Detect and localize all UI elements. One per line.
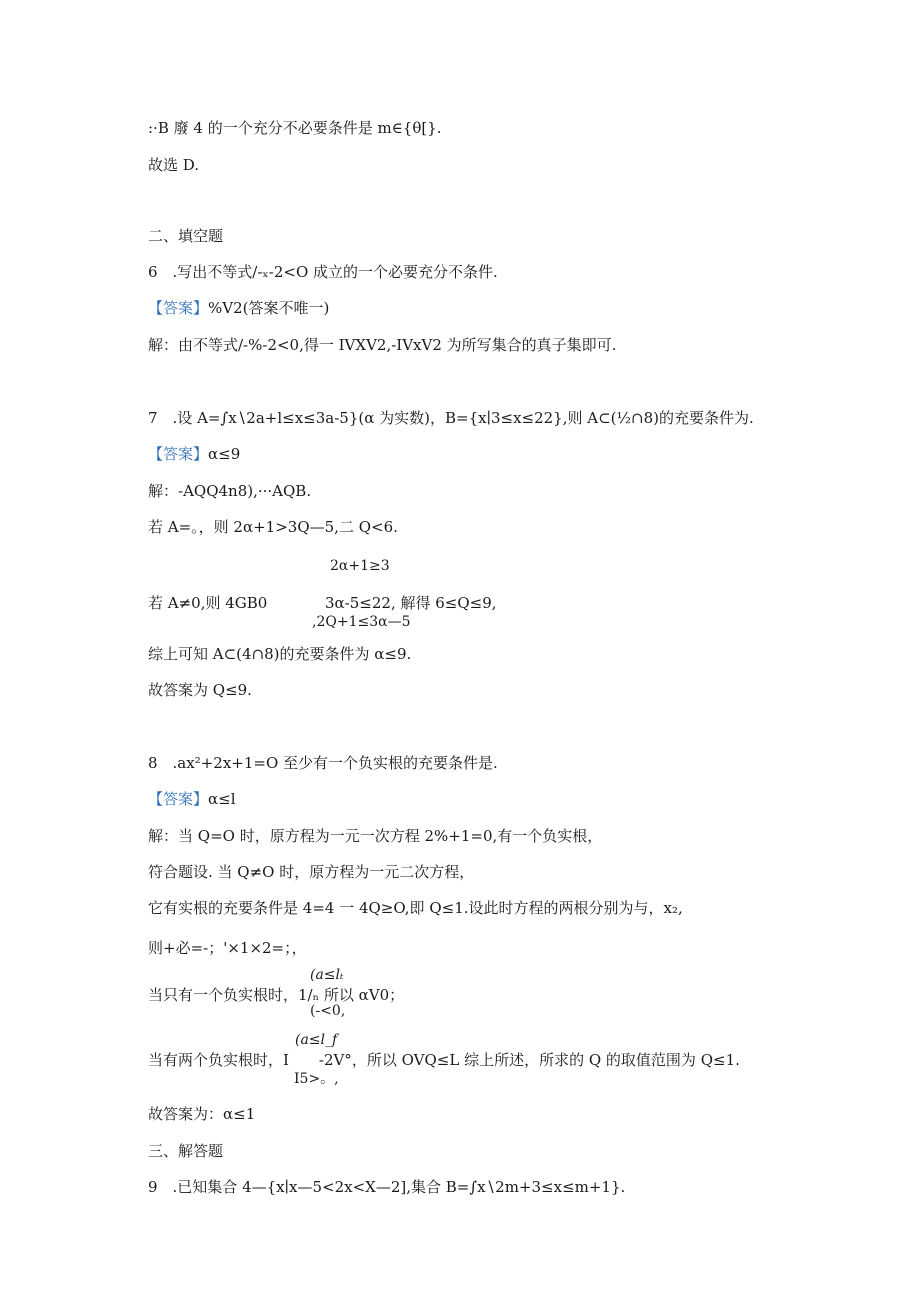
question-8: 8 .ax²+2x+1=O 至少有一个负实根的充要条件是.: [148, 754, 498, 772]
solution-7-line: 故答案为 Q≤9.: [148, 681, 252, 699]
equation-system-line: (-<0,: [310, 1003, 346, 1019]
question-6: 6 .写出不等式/-ₓ-2<O 成立的一个必要充分不条件.: [148, 263, 498, 281]
solution-8-line: 故答案为：α≤1: [148, 1105, 256, 1123]
solution-8-line: 当有两个负实根时，I -2V°，所以 OVQ≤L 综上所述，所求的 Q 的取值范围为 Q≤1.: [148, 1051, 740, 1069]
answer-6: [148, 298, 329, 318]
answer-value: α≤l: [208, 790, 236, 808]
answer-tag: 【答案】: [148, 790, 209, 808]
equation-system-line: (a≤lₜ: [310, 967, 344, 983]
solution-8-line: 符合题设. 当 Q≠O 时，原方程为一元二次方程，: [148, 863, 475, 881]
solution-7-line: 若 A≠0,则 4GB0: [148, 594, 268, 612]
solution-8-line: 解：当 Q=O 时，原方程为一元一次方程 2%+1=0,有一个负实根，: [148, 827, 603, 845]
equation-system-line: 3α-5≤22, 解得 6≤Q≤9,: [325, 594, 497, 612]
section-heading: 三、解答题: [148, 1142, 224, 1160]
question-9: 9 .已知集合 4—{x∣x—5<2x<X—2],集合 B=∫x∖2m+3≤x≤m+1}.: [148, 1178, 626, 1196]
solution-6: 解：由不等式/-%-2<0,得一 IVXV2,-IVxV2 为所写集合的真子集即可.: [148, 336, 617, 354]
equation-system-line: ,2Q+1≤3α—5: [312, 614, 411, 630]
answer-tag: 【答案】: [148, 445, 209, 463]
solution-8-line: 它有实根的充要条件是 4=4 一 4Q≥O,即 Q≤1.设此时方程的两根分别为与，x₂,: [148, 899, 683, 917]
solution-7-line: 综上可知 A⊂(4∩8)的充要条件为 α≤9.: [148, 645, 412, 663]
equation-system-line: I5>。,: [294, 1071, 339, 1087]
answer-value: α≤9: [208, 445, 241, 463]
solution-7-line: 解：-AQQ4n8),···AQB.: [148, 482, 312, 500]
answer-tag: 【答案】: [148, 299, 209, 317]
equation-system-line: (a≤l_f: [295, 1032, 338, 1048]
answer-8: [148, 789, 236, 809]
solution-8-line: 当只有一个负实根时，1/ₙ 所以 αV0；: [148, 986, 405, 1004]
equation-system-line: 2α+1≥3: [330, 558, 390, 574]
section-heading: 二、填空题: [148, 227, 224, 245]
text-line: 故选 D.: [148, 156, 200, 174]
question-7: 7 .设 A=∫x∖2a+l≤x≤3a-5}(α 为实数)，B={x∣3≤x≤22},则 A⊂(½∩8)的充要条件为.: [148, 409, 754, 427]
solution-7-line: 若 A=。，则 2α+1>3Q—5,二 Q<6.: [148, 518, 398, 536]
text-line: :·B 廢 4 的一个充分不必要条件是 m∈{θ[}.: [148, 119, 442, 137]
solution-8-line: 则+必=-；'×1×2=；，: [148, 939, 307, 957]
answer-7: [148, 444, 240, 464]
answer-value: %V2(答案不唯一): [208, 299, 330, 317]
